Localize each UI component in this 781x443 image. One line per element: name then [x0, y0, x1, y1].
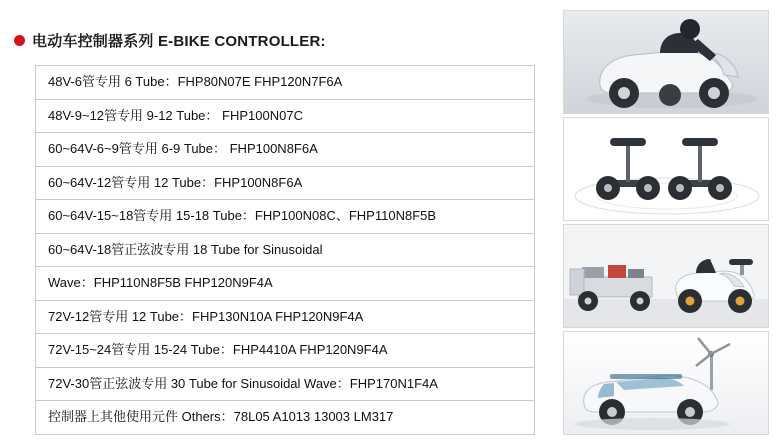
- spec-cell: 60~64V-6~9管专用 6-9 Tube： FHP100N8F6A: [36, 133, 535, 167]
- table-row: [36, 267, 535, 301]
- photo-electric-scooter-rider: [563, 10, 769, 114]
- table-row: [36, 166, 535, 200]
- table-row: [36, 200, 535, 234]
- spec-cell: 60~64V-18管正弦波专用 18 Tube for Sinusoidal: [36, 233, 535, 267]
- page-title-text: 电动车控制器系列 E-BIKE CONTROLLER:: [32, 33, 326, 50]
- spec-cell: 72V-12管专用 12 Tube：FHP130N10A FHP120N9F4A: [36, 300, 535, 334]
- photo-cargo-tricycle-and-moped: [563, 224, 769, 328]
- table-row: [36, 334, 535, 368]
- table-row: [36, 233, 535, 267]
- spec-cell: 48V-6管专用 6 Tube：FHP80N07E FHP120N7F6A: [36, 66, 535, 100]
- spec-cell: 控制器上其他使用元件 Others：78L05 A1013 13003 LM317: [36, 401, 535, 435]
- specification-table: [35, 65, 535, 435]
- table-row: [36, 367, 535, 401]
- spec-cell: 48V-9~12管专用 9-12 Tube： FHP100N07C: [36, 99, 535, 133]
- table-row: [36, 99, 535, 133]
- table-row: [36, 401, 535, 435]
- photo-solar-wind-electric-car: [563, 331, 769, 435]
- spec-cell: Wave：FHP110N8F5B FHP120N9F4A: [36, 267, 535, 301]
- table-row: [36, 133, 535, 167]
- table-row: [36, 66, 535, 100]
- photo-self-balancing-scooters: [563, 117, 769, 221]
- product-photo-column: [563, 10, 769, 435]
- spec-cell: 60~64V-15~18管专用 15-18 Tube：FHP100N08C、FHP110N8F5B: [36, 200, 535, 234]
- spec-cell: 72V-15~24管专用 15-24 Tube：FHP4410A FHP120N9F4A: [36, 334, 535, 368]
- page-title: [14, 30, 326, 51]
- spec-cell: 60~64V-12管专用 12 Tube：FHP100N8F6A: [36, 166, 535, 200]
- bullet-icon: [14, 35, 25, 46]
- table-row: [36, 300, 535, 334]
- spec-cell: 72V-30管正弦波专用 30 Tube for Sinusoidal Wave：FHP170N1F4A: [36, 367, 535, 401]
